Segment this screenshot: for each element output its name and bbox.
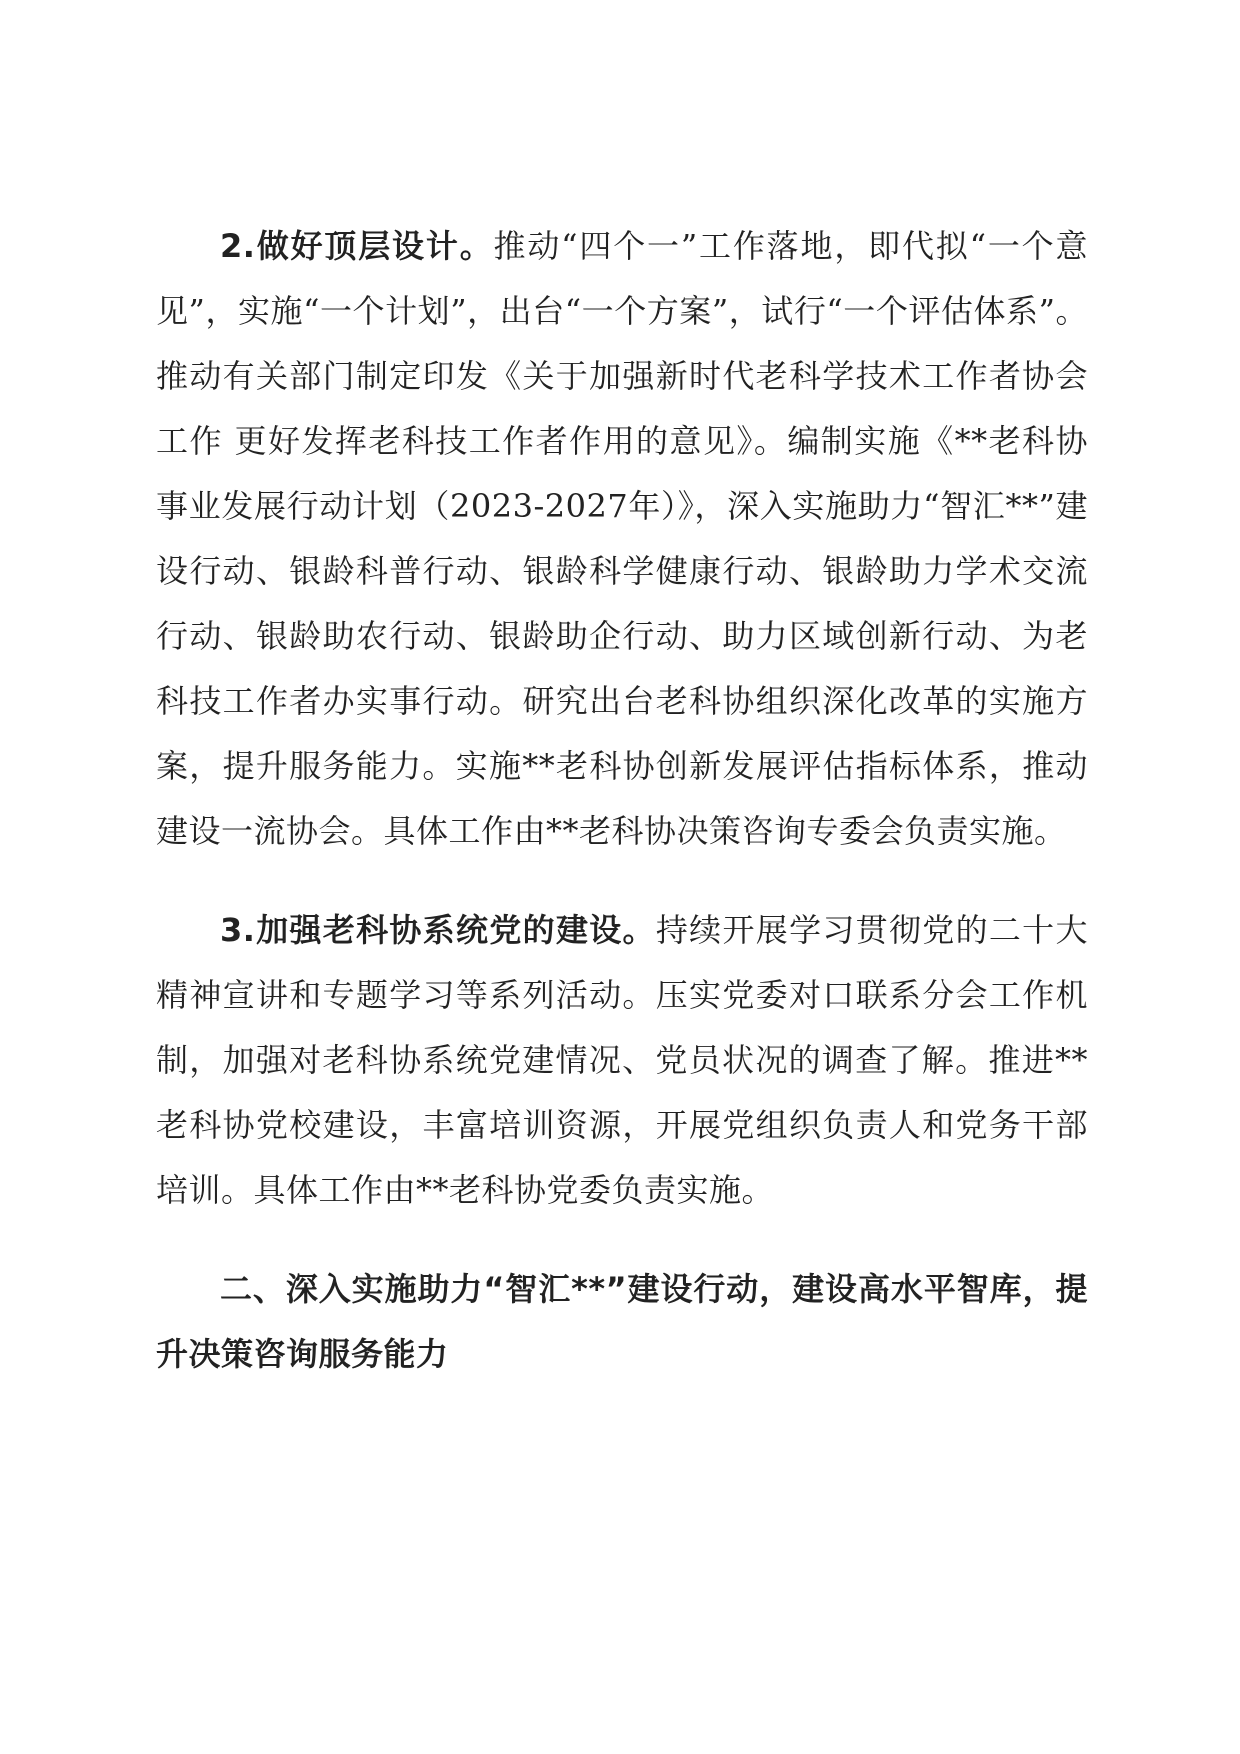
section-heading: 二、深入实施助力“智汇**”建设行动，建设高水平智库，提升决策咨询服务能力 — [156, 1270, 1088, 1373]
paragraph-text: 推动“四个一”工作落地，即代拟“一个意见”，实施“一个计划”，出台“一个方案”，试行“一个评估体系”。推动有关部门制定印发《关于加强新时代老科学技术工作者协会工作 更好发挥老科技工作者作用的意见》。编制实施《**老科协事业发展行动计划（2023-2027年）》，深入实施助力“智汇**”建设行动、银龄科普行动、银龄科学健康行动、银龄助力学术交流行动、银龄助农行动、银龄助企行动、助力区域创新行动、为老科技工作者办实事行动。研究出台老科协组织深化改革的实施方案，提升服务能力。实施**老科协创新发展评估指标体系，推动建设一流协会。具体工作由**老科协决策咨询专委会负责实施。 — [156, 227, 1088, 850]
paragraph-party-building — [156, 898, 1088, 1223]
paragraph-text: 持续开展学习贯彻党的二十大精神宣讲和专题学习等系列活动。压实党委对口联系分会工作机制，加强对老科协系统党建情况、党员状况的调查了解。推进**老科协党校建设，丰富培训资源，开展党组织负责人和党务干部培训。具体工作由**老科协党委负责实施。 — [156, 911, 1088, 1209]
paragraph-lead: 3.加强老科协系统党的建设。 — [220, 911, 656, 949]
document-body — [156, 214, 1088, 1387]
paragraph-top-level-design — [156, 214, 1088, 864]
paragraph-lead: 2.做好顶层设计。 — [220, 227, 494, 265]
